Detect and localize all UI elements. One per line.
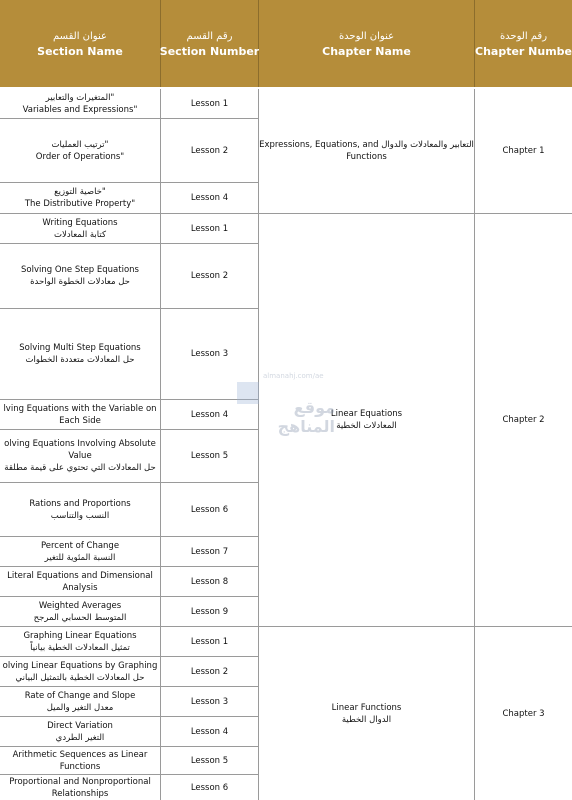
header-chapter-number xyxy=(475,0,572,87)
section-name-line: "خاصية التوزيع xyxy=(54,187,106,197)
section-number-cell xyxy=(161,214,259,244)
section-name-cell xyxy=(0,119,161,183)
header-chapter-name-ar: عنوان الوحدة xyxy=(338,30,395,42)
section-name-cell xyxy=(0,657,161,687)
chapter-name-line: Linear Equations xyxy=(330,409,403,419)
header-chapter-name xyxy=(259,0,475,87)
header-chapter-number-ar: رقم الوحدة xyxy=(499,30,548,42)
section-name-line: Arithmetic Sequences as Linear xyxy=(12,749,148,760)
header-section-name-ar: عنوان القسم xyxy=(53,30,107,42)
watermark-logo xyxy=(225,370,335,436)
section-name-line: Each Side xyxy=(59,415,101,426)
section-name-line: Functions xyxy=(59,761,101,772)
section-name-line: olving Linear Equations by Graphing xyxy=(2,660,158,671)
section-name-line: Percent of Change xyxy=(40,540,120,551)
section-name-line: النسب والتناسب xyxy=(50,510,110,521)
lesson-label: Lesson 1 xyxy=(190,636,229,647)
section-number-cell xyxy=(161,483,259,537)
section-number-cell xyxy=(161,119,259,183)
section-name-line: olving Equations Involving Absolute xyxy=(4,439,156,449)
section-name-cell xyxy=(0,775,161,800)
chapter-number-label: Chapter 2 xyxy=(502,415,545,425)
chapter-name-cell xyxy=(259,89,475,214)
lesson-label: Lesson 4 xyxy=(190,409,229,420)
header-section-name-en: Section Name xyxy=(37,44,123,58)
section-name-line: Proportional and Nonproportional xyxy=(9,776,151,787)
section-number-cell xyxy=(161,627,259,657)
lesson-label: Lesson 2 xyxy=(190,145,229,156)
section-name-line: Weighted Averages xyxy=(38,600,122,611)
section-name-cell xyxy=(0,430,161,483)
section-name-cell xyxy=(0,687,161,717)
section-name-line: Writing Equations xyxy=(42,217,118,228)
section-name-line: Relationships xyxy=(51,788,109,799)
section-number-cell xyxy=(161,597,259,627)
chapter-number-cell xyxy=(475,627,572,800)
section-name-cell xyxy=(0,717,161,747)
section-name-line: "المتغيرات والتعابير xyxy=(45,92,115,103)
header-section-number-ar: رقم القسم xyxy=(186,30,233,42)
lesson-label: Lesson 3 xyxy=(190,696,229,707)
section-name-line: المتوسط الحسابي المرجح xyxy=(33,612,127,623)
section-number-cell xyxy=(161,717,259,747)
lesson-label: Lesson 4 xyxy=(190,726,229,737)
section-name-line: Graphing Linear Equations xyxy=(23,630,137,641)
chapter-name-line: المعادلات الخطية xyxy=(336,421,397,431)
lesson-label: Lesson 9 xyxy=(190,606,229,617)
section-name-cell xyxy=(0,537,161,567)
section-number-cell xyxy=(161,537,259,567)
section-name-cell xyxy=(0,627,161,657)
lesson-label: Lesson 2 xyxy=(190,271,229,281)
lesson-label: Lesson 1 xyxy=(190,98,229,109)
section-name-line: Analysis xyxy=(62,582,98,593)
section-name-cell xyxy=(0,597,161,627)
section-name-line: كتابة المعادلات xyxy=(53,229,107,240)
section-number-cell xyxy=(161,89,259,119)
header-section-number xyxy=(161,0,259,87)
section-name-cell xyxy=(0,309,161,400)
section-name-cell xyxy=(0,244,161,309)
chapter-number-label: Chapter 1 xyxy=(502,146,545,156)
section-name-line: Rate of Change and Slope xyxy=(24,690,136,701)
chapter-name-cell xyxy=(259,627,475,800)
header-chapter-number-en: Chapter Numbe xyxy=(475,44,572,58)
chapter-name-line: Functions xyxy=(346,152,387,162)
lesson-label: Lesson 1 xyxy=(190,223,229,234)
section-name-line: حل معادلات الخطوة الواحدة xyxy=(30,277,130,287)
watermark-url: almanahj.com/ae xyxy=(263,372,324,380)
section-name-line: Order of Operations" xyxy=(35,151,125,162)
section-name-cell xyxy=(0,400,161,430)
section-number-cell xyxy=(161,183,259,214)
section-name-cell xyxy=(0,747,161,775)
section-number-cell xyxy=(161,687,259,717)
lesson-label: Lesson 4 xyxy=(190,193,229,203)
section-name-line: Solving Multi Step Equations xyxy=(19,343,141,353)
section-name-cell xyxy=(0,214,161,244)
lesson-label: Lesson 5 xyxy=(190,755,229,766)
section-name-line: "ترتيب العمليات xyxy=(51,139,109,150)
section-number-cell xyxy=(161,244,259,309)
section-name-line: حل المعادلات التي تحتوي على قيمة مطلقة xyxy=(4,463,156,473)
lesson-label: Lesson 6 xyxy=(190,782,229,793)
section-number-cell xyxy=(161,567,259,597)
section-name-line: Direct Variation xyxy=(47,720,113,731)
section-name-line: Value xyxy=(68,451,92,461)
section-name-cell xyxy=(0,183,161,214)
section-name-line: حل المعادلات متعددة الخطوات xyxy=(25,355,135,365)
lesson-label: Lesson 2 xyxy=(190,666,229,677)
section-name-line: التغير الطردي xyxy=(55,732,105,743)
chapter-name-line: الدوال الخطية xyxy=(341,714,392,725)
section-name-line: حل المعادلات الخطية بالتمثيل البياني xyxy=(15,672,145,683)
lesson-label: Lesson 6 xyxy=(190,504,229,515)
section-name-cell xyxy=(0,483,161,537)
lesson-label: Lesson 3 xyxy=(190,349,229,359)
lesson-label: Lesson 5 xyxy=(190,451,229,461)
header-section-name xyxy=(0,0,161,87)
section-number-cell xyxy=(161,775,259,800)
chapter-number-cell xyxy=(475,89,572,214)
watermark-text: موقع المناهج xyxy=(277,398,335,436)
section-name-line: تمثيل المعادلات الخطية بيانياً xyxy=(30,642,130,653)
chapter-number-label: Chapter 3 xyxy=(502,708,545,719)
section-name-line: النسبة المئوية للتغير xyxy=(44,552,116,563)
header-section-number-en: Section Number xyxy=(159,44,260,58)
section-name-line: lving Equations with the Variable on xyxy=(3,403,157,414)
section-name-cell xyxy=(0,567,161,597)
section-name-line: Solving One Step Equations xyxy=(21,265,139,275)
lesson-label: Lesson 7 xyxy=(190,546,229,557)
section-number-cell xyxy=(161,747,259,775)
section-number-cell xyxy=(161,657,259,687)
header-chapter-name-en: Chapter Name xyxy=(322,44,411,58)
section-name-line: معدل التغير والميل xyxy=(46,702,114,713)
chapter-number-cell xyxy=(475,214,572,627)
section-name-line: Variables and Expressions" xyxy=(22,104,138,115)
section-name-cell xyxy=(0,89,161,119)
chapter-name-line: Linear Functions xyxy=(331,702,402,713)
section-name-line: The Distributive Property" xyxy=(24,199,136,209)
section-name-line: Literal Equations and Dimensional xyxy=(7,570,153,581)
chapter-name-line: Expressions, Equations, and التعابير والمعادلات والدوال xyxy=(259,140,474,150)
section-number-cell xyxy=(161,430,259,483)
section-name-line: Rations and Proportions xyxy=(29,498,131,509)
lesson-label: Lesson 8 xyxy=(190,576,229,587)
